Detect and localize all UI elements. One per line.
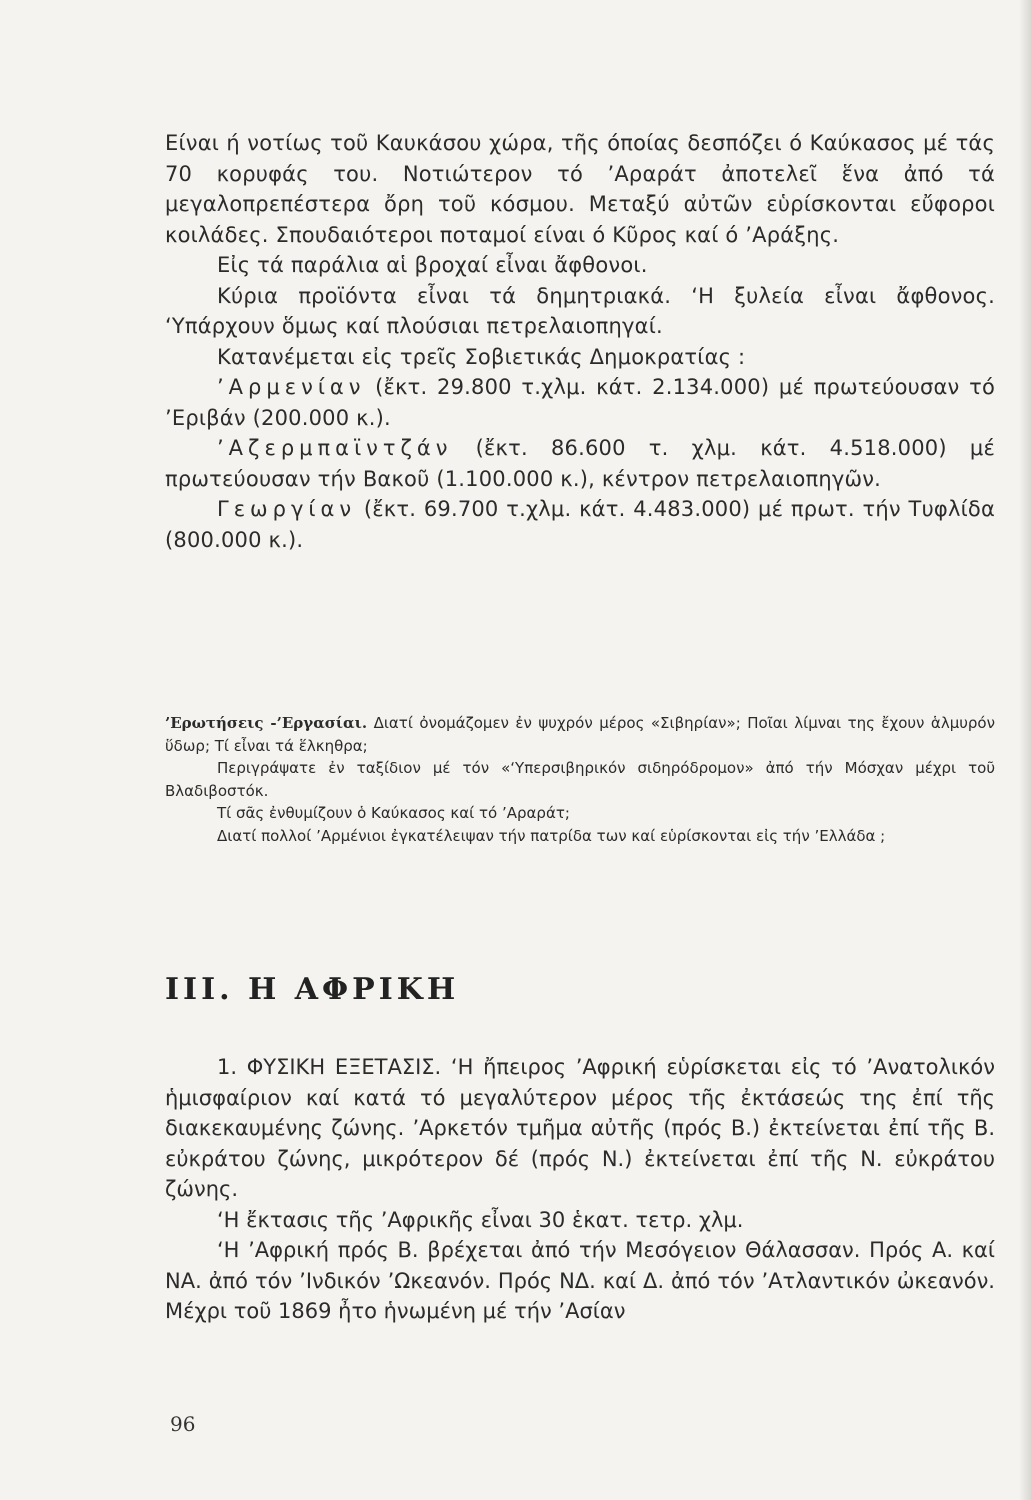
question-3: Τί σᾶς ἐνθυμίζουν ὁ Καύκασος καί τό ’Αραράτ; (217, 804, 570, 822)
georgia-name: Γεωργίαν (217, 497, 357, 521)
azerbaijan-paragraph (165, 433, 995, 494)
caucasus-paragraph-1: Είναι ή νοτίως τοῦ Καυκάσου χώρα, τῆς όποίας δεσπόζει ό Καύκασος μέ τάς 70 κορυφάς του. Νοτιώτερον τό ’Αραράτ ἀποτελεῖ ἕνα ἀπό τά μεγαλοπρεπέστερα ὄρη τοῦ κόσμου. Μεταξύ αὐτῶν εὑρίσκονται εὔφοροι κοιλάδες. Σπουδαιότεροι ποταμοί είναι ό Κῦρος καί ό ’Αράξης. (165, 131, 995, 247)
armenia-paragraph (165, 372, 995, 433)
azerbaijan-name: ’Αζερμπαϊντζάν (217, 436, 453, 460)
question-4: Διατί πολλοί ’Αρμένιοι ἐγκατέλειψαν τήν πατρίδα των καί εὑρίσκονται εἰς τήν ’Ελλάδα ; (217, 826, 886, 845)
caucasus-paragraph-2: Εἰς τά παράλια αἱ βροχαί εἶναι ἄφθονοι. (217, 253, 648, 277)
africa-paragraph-3: ‘Η ’Αφρική πρός Β. βρέχεται ἀπό τήν Μεσόγειον Θάλασσαν. Πρός Α. καί ΝΑ. ἀπό τόν ’Ινδικόν ’Ωκεανόν. Πρός ΝΔ. καί Δ. ἀπό τόν ’Ατλαντικόν ὠκεανόν. Μέχρι τοῦ 1869 ἦτο ἡνωμένη μέ τήν ’Ασίαν (165, 1238, 995, 1323)
georgia-text: (ἔκτ. 69.700 τ.χλμ. κάτ. 4.483.000) μέ πρωτ. τήν Τυφλίδα (800.000 κ.). (165, 497, 995, 552)
caucasus-paragraph-4: Κατανέμεται εἰς τρεῖς Σοβιετικάς Δημοκρατίας : (217, 344, 746, 369)
caucasus-paragraph-3: Κύρια προϊόντα εἶναι τά δημητριακά. ‘Η ξυλεία εἶναι ἄφθονος. ‘Υπάρχουν ὅμως καί πλούσιαι πετρελαιοπηγαί. (165, 283, 995, 338)
question-1-text: Διατί ὀνομάζομεν ἐν ψυχρόν μέρος «Σιβηρίαν»; Ποῖαι λίμναι της ἔχουν ἁλμυρόν ὕδωρ; Τί εἶναι τά ἕλκηθρα; (165, 714, 995, 755)
chapter-heading: ΙΙΙ. Η ΑΦΡΙΚΗ (165, 972, 460, 1007)
africa-paragraph-2: ‘Η ἔκτασις τῆς ’Αφρικῆς εἶναι 30 ἑκατ. τετρ. χλμ. (217, 1207, 744, 1232)
armenia-name: ’Αρμενίαν (217, 375, 366, 399)
africa-section (165, 1052, 995, 1327)
page-edge-shadow (1019, 0, 1031, 1500)
questions-section (165, 712, 995, 847)
africa-paragraph-1: 1. ΦΥΣΙΚΗ ΕΞΕΤΑΣΙΣ. ‘Η ἤπειρος ’Αφρική εὑρίσκεται εἰς τό ’Ανατολικόν ἡμισφαίριον καί κατά τό μεγαλύτερον μέρος τῆς ἐκτάσεώς της ἐπί τῆς διακεκαυμένης ζώνης. ’Αρκετόν τμῆμα αὐτῆς (πρός Β.) ἐκτείνεται ἐπί τῆς Β. εὐκράτου ζώνης, μικρότερον δέ (πρός Ν.) ἐκτείνεται ἐπί τῆς Ν. εὐκράτου ζώνης. (165, 1055, 995, 1201)
azerbaijan-text: (ἔκτ. 86.600 τ. χλμ. κάτ. 4.518.000) μέ πρωτεύουσαν τήν Βακοῦ (1.100.000 κ.), κέντρον πετρελαιοπηγῶν. (165, 436, 995, 491)
caucasus-section (165, 128, 995, 555)
question-1 (165, 712, 995, 757)
question-2: Περιγράψατε ἐν ταξίδιον μέ τόν «‘Υπερσιβηρικόν σιδηρόδρομον» ἀπό τήν Μόσχαν μέχρι τοῦ Βλαδιβοστόκ. (165, 759, 995, 800)
georgia-paragraph (165, 494, 995, 555)
page-number: 96 (170, 1412, 196, 1436)
armenia-text: (ἔκτ. 29.800 τ.χλμ. κάτ. 2.134.000) μέ πρωτεύουσαν τό ’Εριβάν (200.000 κ.). (165, 375, 995, 430)
questions-label: ’Ερωτήσεις -’Εργασίαι. (165, 714, 368, 732)
